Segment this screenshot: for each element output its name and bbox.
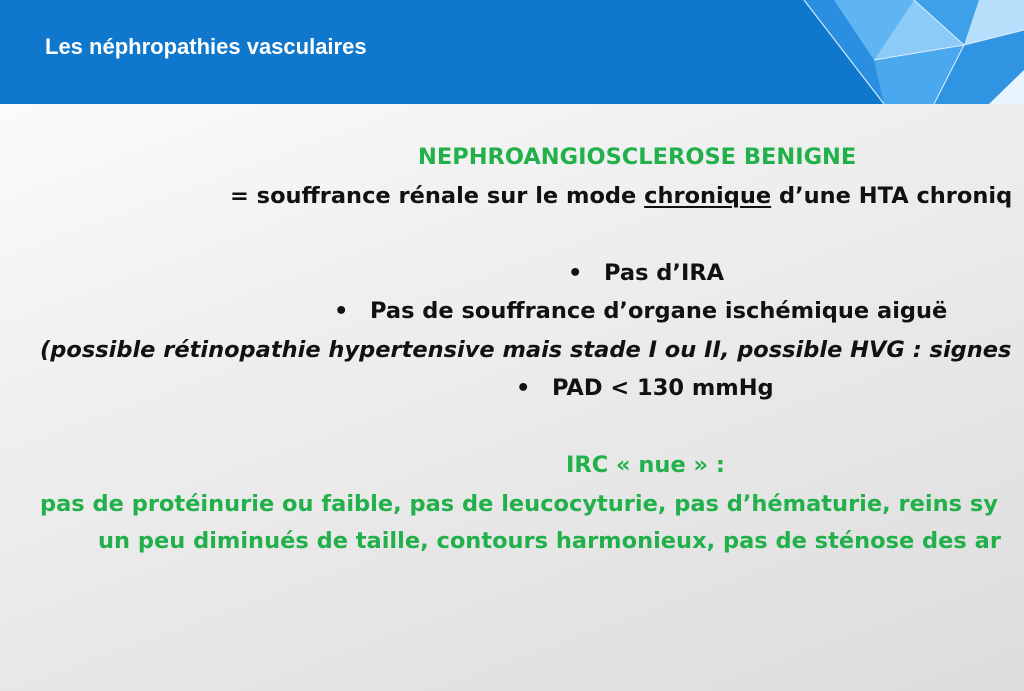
bullet-text: PAD < 130 mmHg (552, 375, 774, 401)
definition-prefix: = souffrance rénale sur le mode (230, 183, 645, 209)
bullet-symbol: • (568, 260, 583, 286)
bullet-symbol: • (334, 298, 349, 324)
slide-header (0, 0, 1024, 104)
italic-note: (possible rétinopathie hypertensive mais stade I ou II, possible HVG : signes (40, 337, 1012, 363)
definition-underlined-word: chronique (644, 183, 772, 209)
bullet-text: Pas d’IRA (604, 260, 725, 286)
section-heading: NEPHROANGIOSCLEROSE BENIGNE (418, 144, 857, 170)
bullet-item-1 (568, 258, 724, 288)
bullet-item-3 (516, 373, 774, 403)
irc-heading: IRC « nue » : (566, 452, 725, 478)
irc-line-2: un peu diminués de taille, contours harmonieux, pas de sténose des ar (98, 528, 1001, 554)
definition-line (230, 181, 1012, 211)
slide-title: Les néphropathies vasculaires (45, 34, 367, 59)
bullet-item-2 (334, 296, 947, 326)
definition-suffix: d’une HTA chroniq (771, 183, 1013, 209)
irc-line-1: pas de protéinurie ou faible, pas de leucocyturie, pas d’hématurie, reins sy (40, 491, 998, 517)
geometric-decoration (764, 0, 1024, 104)
bullet-text: Pas de souffrance d’organe ischémique aiguë (370, 298, 948, 324)
bullet-symbol: • (516, 375, 531, 401)
